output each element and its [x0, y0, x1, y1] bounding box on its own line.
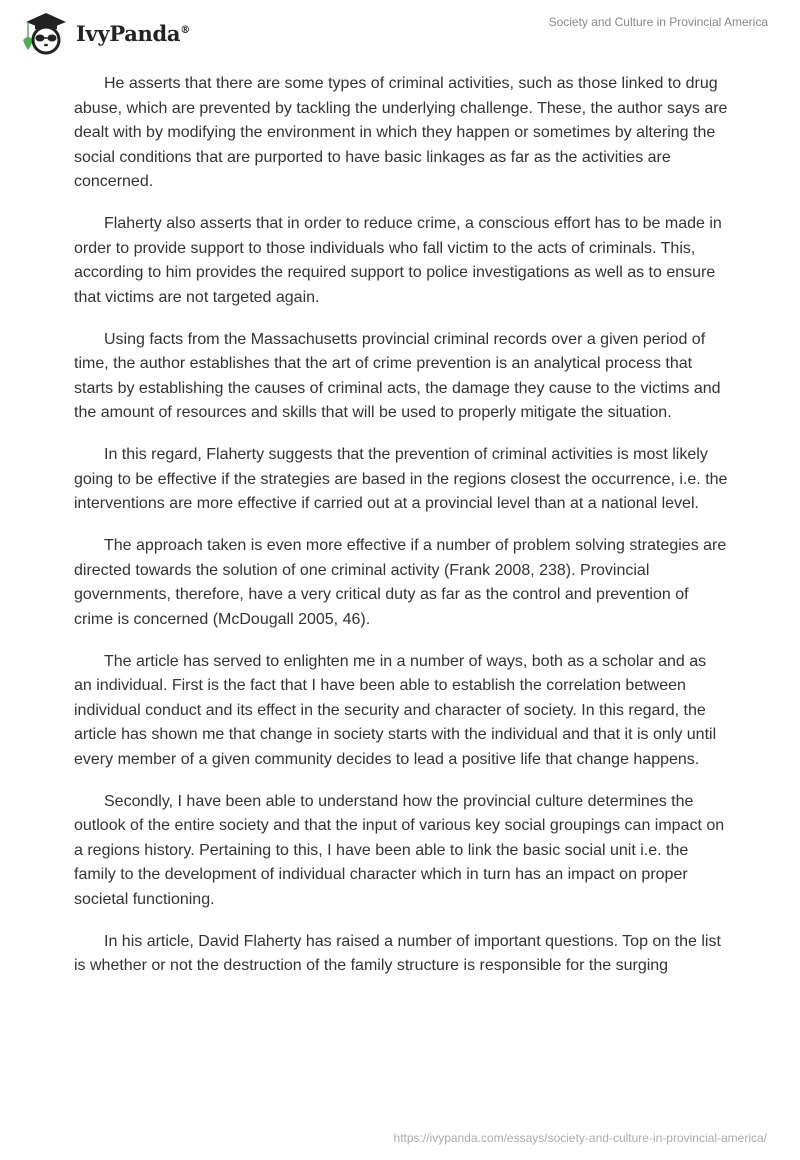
document-title: Society and Culture in Provincial America — [548, 15, 768, 29]
paragraph: Using facts from the Massachusetts provincial criminal records over a given period of time, the author establishes that the art of crime prevention is an analytical process that starts by establishing the causes of criminal acts, the damage they cause to the victims and the amount of resources and skills that will be used to properly mitigate the situation. — [74, 330, 721, 421]
paragraph: The article has served to enlighten me in a number of ways, both as a scholar and as an individual. First is the fact that I have been able to establish the correlation between individual conduct and its effect in the security and character of society. In this regard, the article has shown me that change in society starts with the individual and that it is only until every member of a given community decides to lead a positive life that change happens. — [74, 652, 717, 768]
paragraph: The approach taken is even more effective if a number of problem solving strategies are directed towards the solution of one criminal activity (Frank 2008, 238). Provincial governments, therefore, have a very critical duty as far as the control and prevention of crime is concerned (McDougall 2005, 46). — [74, 537, 727, 628]
source-url[interactable]: https://ivypanda.com/essays/society-and-culture-in-provincial-america/ — [393, 1131, 767, 1145]
ivypanda-logo[interactable] — [16, 10, 190, 56]
panda-graduate-icon — [16, 10, 74, 56]
paragraph: In his article, David Flaherty has raised a number of important questions. Top on the list is whether or not the destruction of the family structure is responsible for the surging — [74, 932, 721, 974]
paragraph: Secondly, I have been able to understand how the provincial culture determines the outlook of the entire society and that the input of various key social groupings can impact on a regions history. Pertaining to this, I have been able to link the basic social unit i.e. the family to the development of individual character which in turn has an impact on proper societal functioning. — [74, 792, 725, 908]
brand-name: IvyPanda® — [76, 20, 190, 46]
paragraph: He asserts that there are some types of criminal activities, such as those linked to drug abuse, which are prevented by tackling the underlying challenge. These, the author says are dealt with by modifying the environment in which they happen or sometimes by altering the social conditions that are purported to have basic linkages as far as the activities are concerned. — [74, 75, 728, 190]
paragraph: Flaherty also asserts that in order to reduce crime, a conscious effort has to be made in order to provide support to those individuals who fall victim to the acts of criminals. This, according to him provides the required support to police investigations as well as to ensure that victims are not targeted again. — [74, 215, 722, 306]
paragraph: In this regard, Flaherty suggests that the prevention of criminal activities is most likely going to be effective if the strategies are based in the regions closest the occurrence, i.e. the interventions are more effective if carried out at a provincial level than at a national level. — [74, 446, 728, 512]
essay-body — [74, 72, 728, 996]
